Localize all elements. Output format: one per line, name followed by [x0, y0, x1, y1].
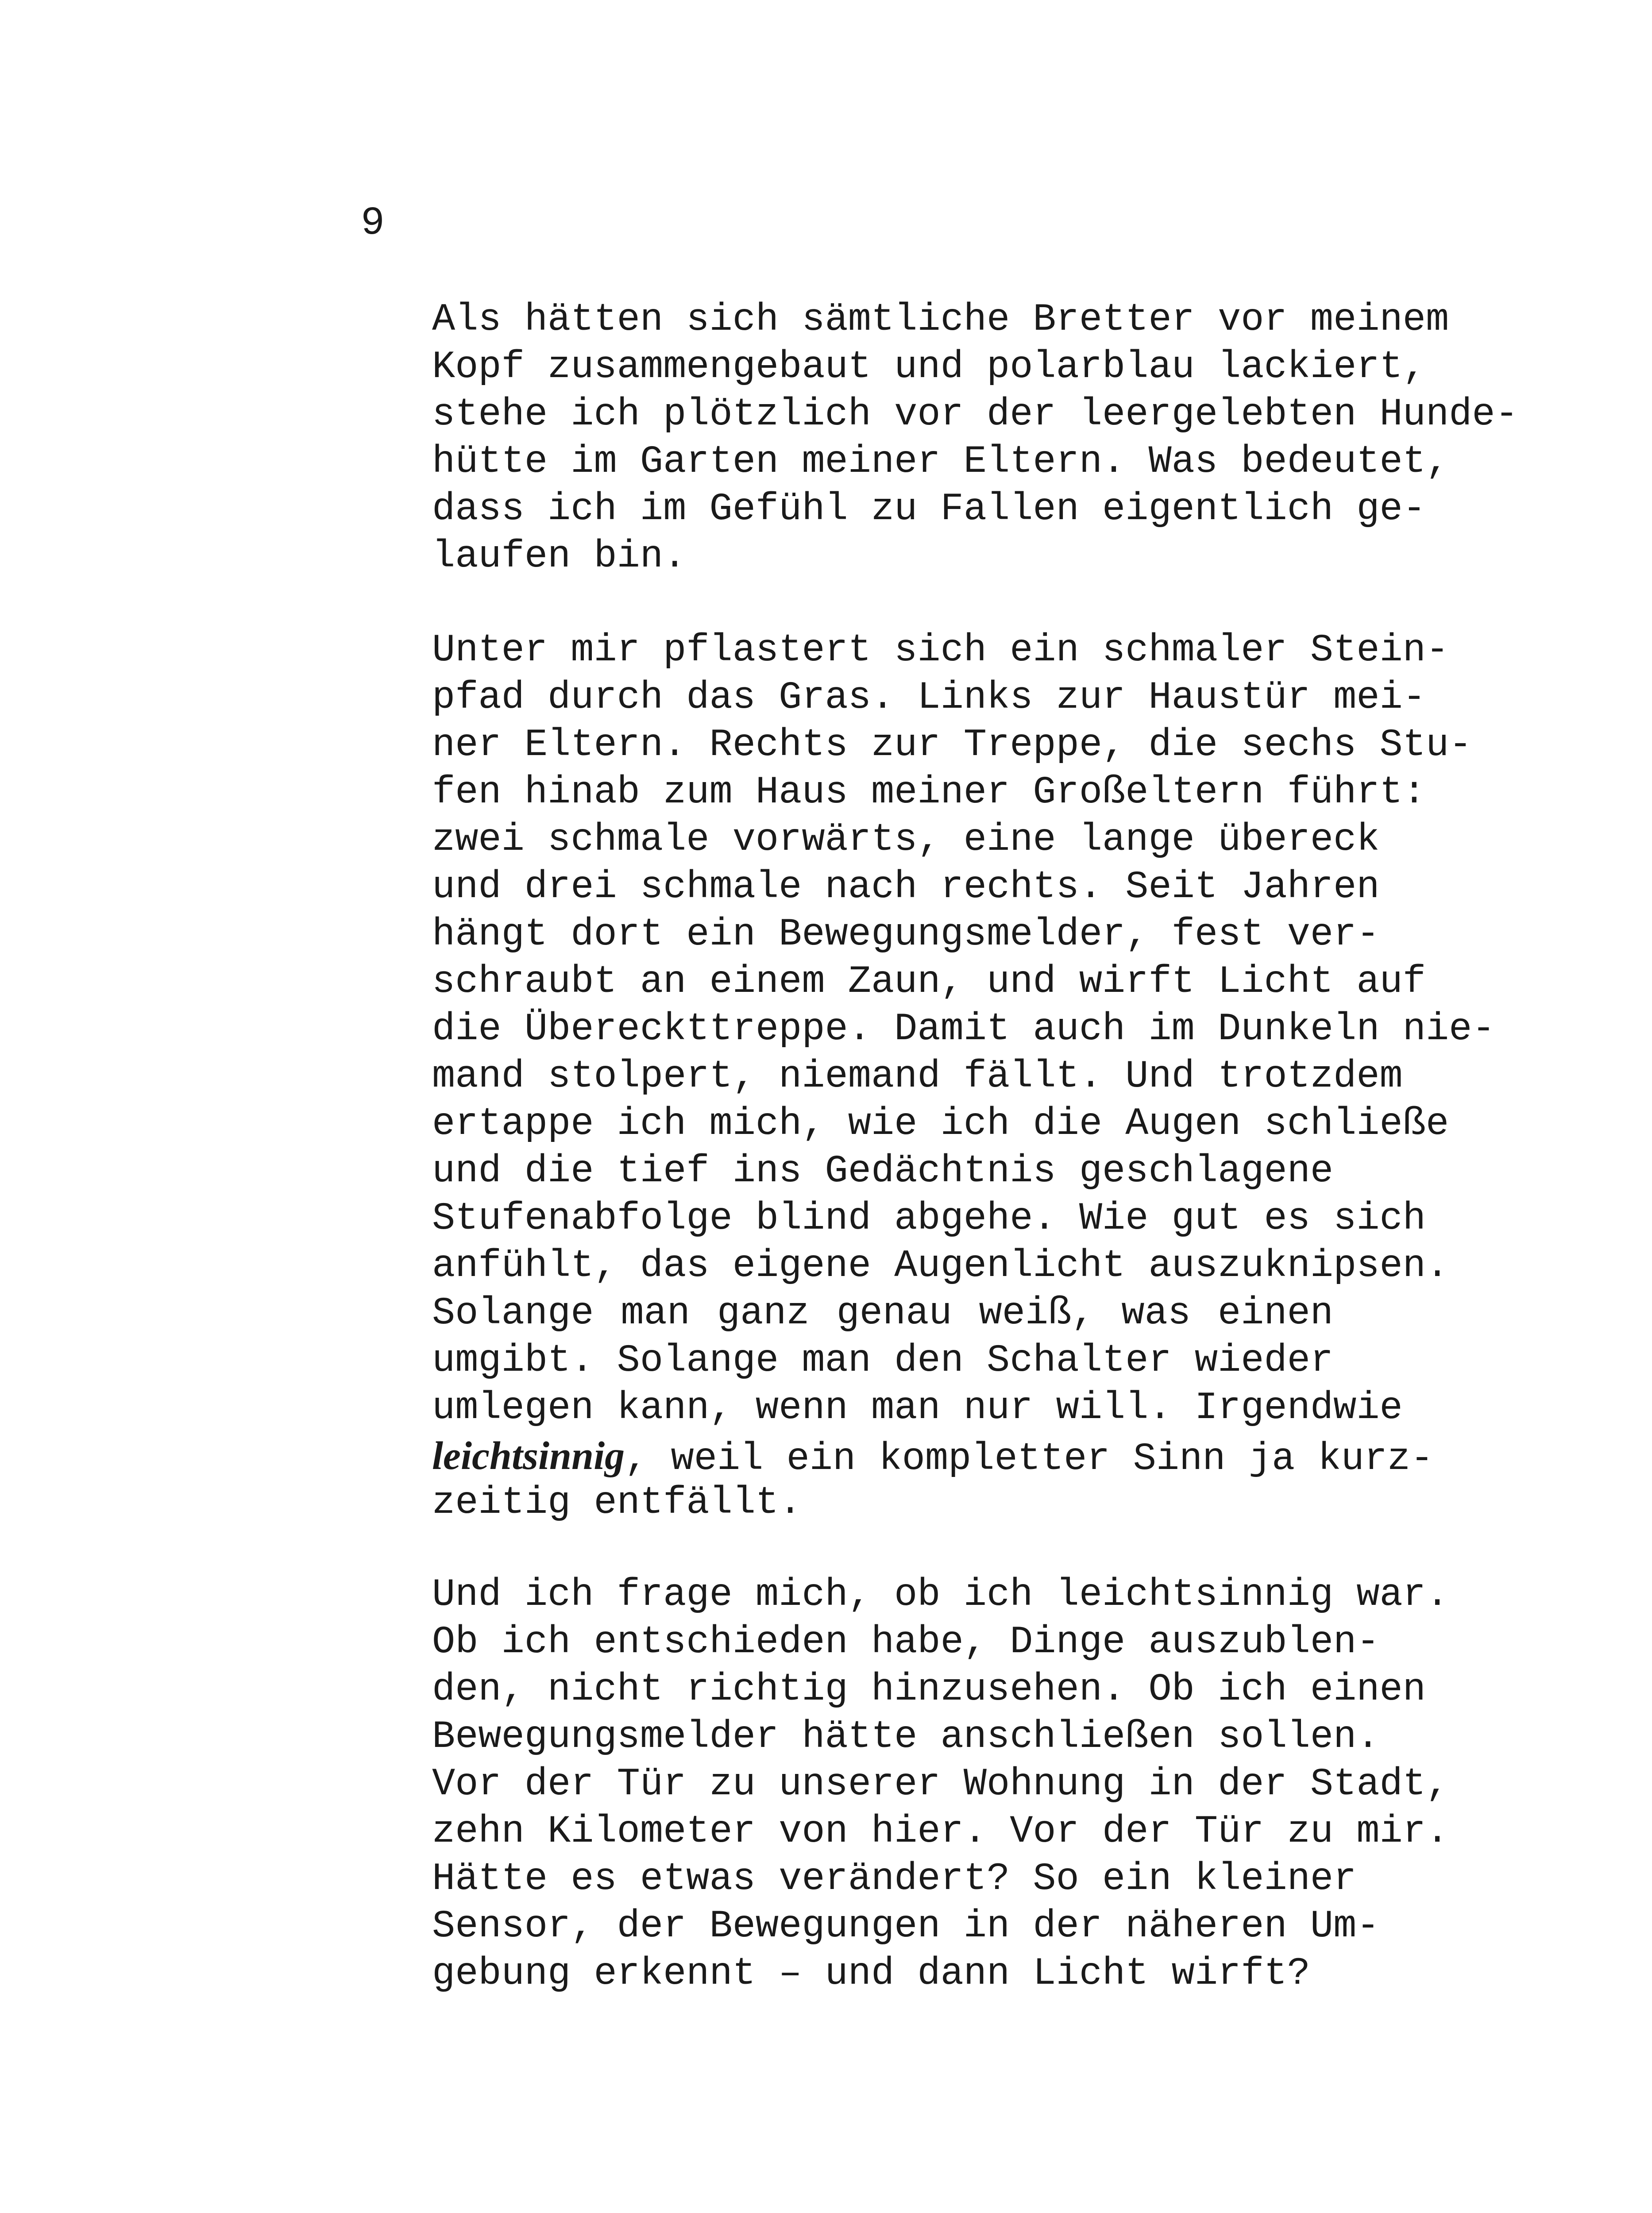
paragraph-1 — [432, 297, 1518, 581]
paragraph-3 — [432, 1572, 1449, 1998]
text-line: umgibt. Solange man den Schalter wieder — [432, 1339, 1334, 1383]
text-line: die Übereckttreppe. Damit auch im Dunkeln nie- — [432, 1008, 1495, 1051]
text-line: Und ich frage mich, ob ich leichtsinnig war. — [432, 1573, 1449, 1617]
paragraph-2 — [432, 627, 1495, 1527]
text-line: mand stolpert, niemand fällt. Und trotzdem — [432, 1055, 1403, 1099]
text-line: Als hätten sich sämtliche Bretter vor meinem — [432, 298, 1449, 342]
text-line: fen hinab zum Haus meiner Großeltern führt: — [432, 771, 1426, 814]
text-line-rest: , weil ein kompletter Sinn ja kurz- — [625, 1438, 1434, 1481]
text-line: Stufenabfolge blind abgehe. Wie gut es sich — [432, 1197, 1426, 1241]
text-line: Kopf zusammengebaut und polarblau lackiert, — [432, 346, 1426, 389]
text-line: Vor der Tür zu unserer Wohnung in der Stadt, — [432, 1763, 1449, 1806]
text-line: pfad durch das Gras. Links zur Haustür mei- — [432, 676, 1426, 720]
emphasized-word: leichtsinnig — [432, 1434, 625, 1478]
text-line: Solange man ganz genau weiß, was einen — [432, 1292, 1333, 1335]
text-line-emphasis — [432, 1432, 1434, 1481]
text-line: zwei schmale vorwärts, eine lange übereck — [432, 818, 1380, 862]
text-line: Bewegungsmelder hätte anschließen sollen. — [432, 1716, 1380, 1759]
text-line: den, nicht richtig hinzusehen. Ob ich einen — [432, 1668, 1426, 1712]
text-line: dass ich im Gefühl zu Fallen eigentlich ge- — [432, 488, 1426, 531]
text-line: laufen bin. — [432, 535, 687, 578]
text-line: umlegen kann, wenn man nur will. Irgendwie — [432, 1387, 1403, 1430]
text-line: hütte im Garten meiner Eltern. Was bedeutet, — [432, 440, 1449, 484]
text-line: anfühlt, das eigene Augenlicht auszuknipsen. — [432, 1245, 1449, 1288]
text-line: zeitig entfällt. — [432, 1481, 802, 1525]
page-number: 9 — [361, 201, 385, 246]
text-line: Hätte es etwas verändert? So ein kleiner — [432, 1858, 1357, 1901]
text-line: Ob ich entschieden habe, Dinge auszublen- — [432, 1621, 1380, 1664]
text-line: Sensor, der Bewegungen in der näheren Um- — [432, 1905, 1380, 1948]
text-line: und drei schmale nach rechts. Seit Jahren — [432, 866, 1380, 909]
text-line: Unter mir pflastert sich ein schmaler Stein- — [432, 629, 1449, 672]
text-line: stehe ich plötzlich vor der leergelebten Hunde- — [432, 393, 1518, 436]
text-line: ner Eltern. Rechts zur Treppe, die sechs Stu- — [432, 724, 1472, 767]
text-line: gebung erkennt – und dann Licht wirft? — [432, 1952, 1310, 1996]
text-line: zehn Kilometer von hier. Vor der Tür zu mir. — [432, 1810, 1449, 1854]
text-line: und die tief ins Gedächtnis geschlagene — [432, 1150, 1334, 1193]
text-line: schraubt an einem Zaun, und wirft Licht auf — [432, 960, 1426, 1004]
text-line: hängt dort ein Bewegungsmelder, fest ver- — [432, 913, 1380, 956]
text-line: ertappe ich mich, wie ich die Augen schließe — [432, 1103, 1449, 1146]
